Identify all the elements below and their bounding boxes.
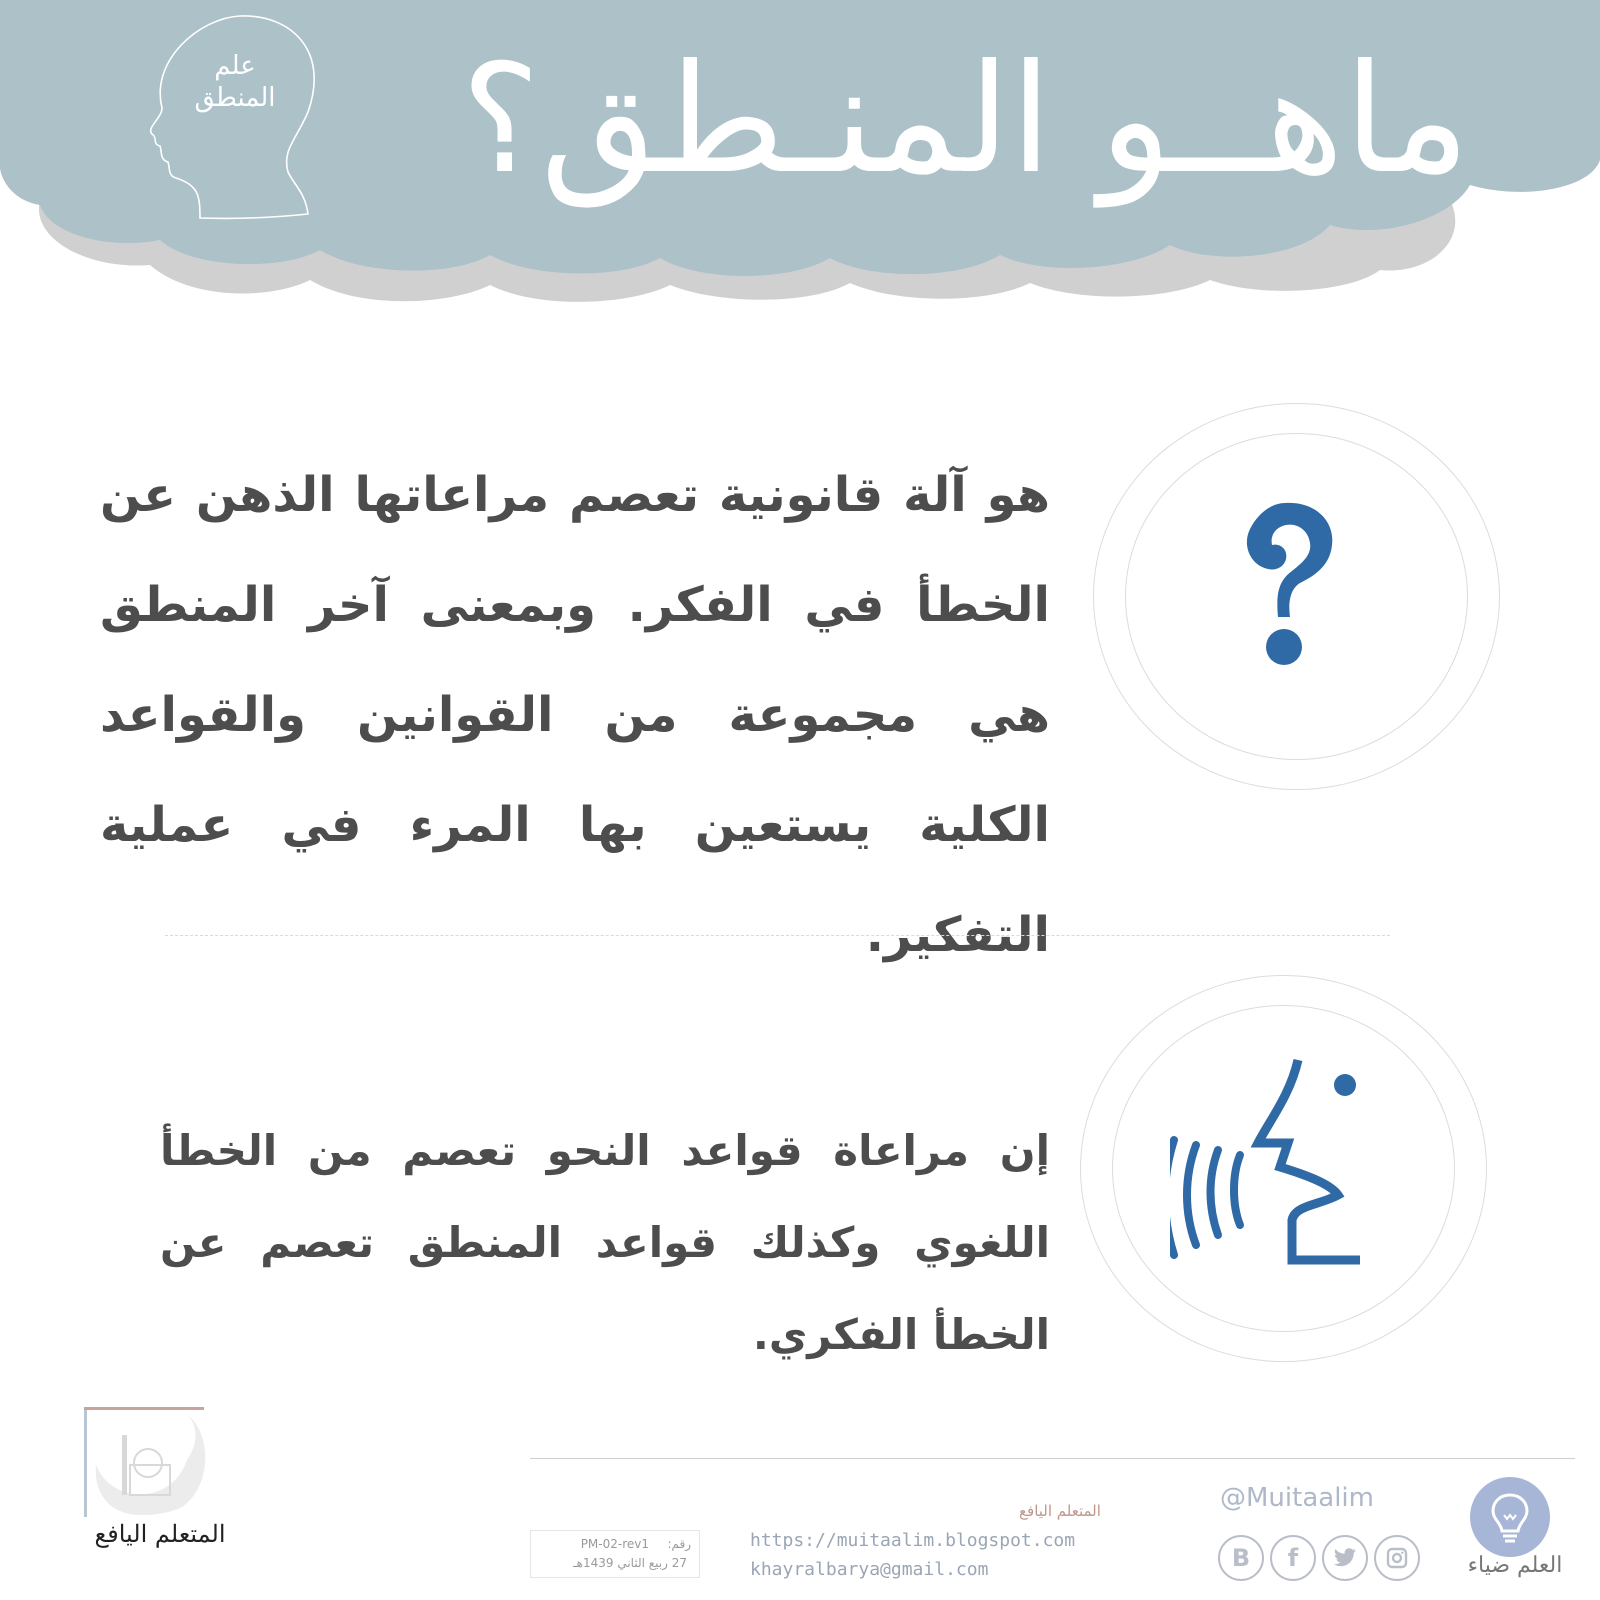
brand-name-small: المتعلم اليافع — [1019, 1502, 1101, 1520]
brand-name: المتعلم اليافع — [94, 1520, 226, 1548]
reference-box — [530, 1530, 700, 1578]
question-mark-icon — [1230, 495, 1340, 675]
blog-url-link[interactable]: https://muitaalim.blogspot.com — [750, 1530, 1076, 1551]
twitter-bird-glyph — [1333, 1548, 1357, 1568]
instagram-camera-glyph — [1386, 1547, 1408, 1569]
analogy-paragraph: إن مراعاة قواعد النحو تعصم من الخطأ اللغوي وكذلك قواعد المنطق تعصم عن الخطأ الفكري. — [160, 1126, 1050, 1359]
instagram-icon[interactable] — [1374, 1535, 1420, 1581]
twitter-icon[interactable] — [1322, 1535, 1368, 1581]
blogger-icon[interactable]: B — [1218, 1535, 1264, 1581]
footer-divider — [530, 1458, 1575, 1459]
reference-label: رقم: — [667, 1537, 691, 1551]
page-title: ماهــو المنـطق؟ — [460, 33, 1470, 207]
slogan: العلم ضياء — [1467, 1553, 1563, 1578]
facebook-icon[interactable]: f — [1270, 1535, 1316, 1581]
reference-date: 27 ربيع الثاني 1439هـ — [573, 1556, 687, 1570]
brand-logo-icon — [82, 1405, 212, 1525]
lightbulb-icon — [1468, 1475, 1552, 1559]
email-link[interactable]: khayralbarya@gmail.com — [750, 1559, 989, 1580]
definition-paragraph: هو آلة قانونية تعصم مراعاتها الذهن عن الخطأ في الفكر. وبمعنى آخر المنطق هي مجموعة من القوانين والقواعد الكلية يستعين بها المرء في عملية التفكير. — [100, 467, 1050, 963]
head-label: علم المنطق — [194, 51, 276, 113]
speaking-head-icon — [1170, 1055, 1370, 1275]
social-handle[interactable]: @Muitaalim — [1220, 1483, 1374, 1513]
section-divider — [165, 935, 1390, 936]
reference-code: PM-02-rev1 — [580, 1537, 649, 1551]
